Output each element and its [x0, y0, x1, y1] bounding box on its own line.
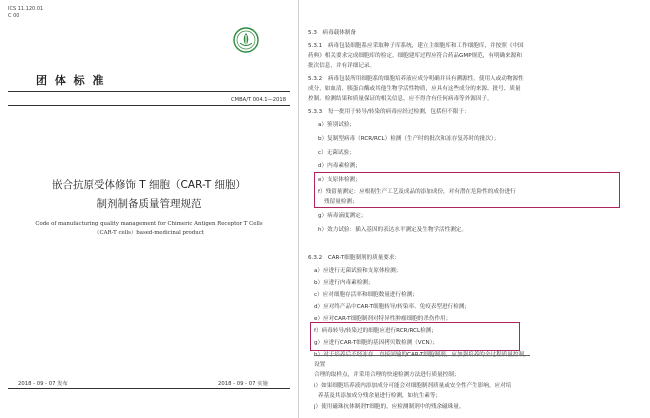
- left-standard-cover-page: [0, 0, 299, 418]
- text-line: 5.3.2 病毒包装所用细胞系的细胞培养液应成分明确并具有溯源性。使用人或动物源性: [308, 76, 524, 82]
- list-item: b）应进行内毒素检测；: [314, 280, 374, 286]
- publish-date: 2018 - 09 - 07 发布: [18, 381, 68, 387]
- text-line: 合理的取样点，并采用合理的快速检测方法进行质量控制；: [314, 372, 460, 378]
- list-item: c）无菌试验；: [318, 150, 355, 156]
- text-line: 批次信息，并有详细记录。: [308, 63, 376, 69]
- bottom-divider: [8, 388, 290, 389]
- struck-text: h）对于培养后不经冻存、直接回输的CAR-T细胞制剂，应加强培养的全过程质量控制，: [314, 352, 530, 358]
- title-zh-line2: 制剂制备质量管理规范: [96, 198, 202, 210]
- list-item: h）效力试验：插入基因的表达水平测定及生物学活性测定。: [318, 227, 467, 233]
- code-divider: [8, 105, 290, 106]
- highlight-box: [314, 172, 620, 208]
- list-item-highlighted: f）残留量测定：应根据生产工艺及成品的添加成份，对有潜在危险性的成份进行: [318, 189, 516, 195]
- implement-date: 2018 - 09 - 07 实施: [218, 381, 268, 387]
- ics-line: ICS 11.120.01: [8, 6, 44, 12]
- list-item: g）病毒滴度测定；: [318, 213, 367, 219]
- list-item-struck: [314, 351, 530, 359]
- standard-type-heading: 团 体 标 准: [36, 74, 106, 87]
- title-en-line1: Code of manufacturing quality management for Chimeric Antigen Receptor T Cells: [35, 221, 263, 227]
- text-line: 药典》相关要求完成细胞库的检定。细胞建库过程应符合药品GMP规范，有明确来源和: [308, 53, 522, 59]
- text-line: 养基及其添加成分残余量进行检测，如抗生素等；: [318, 393, 442, 399]
- list-item: d）应对终产品中CAR-T细胞转导/转染率、免疫表型进行检测；: [314, 304, 470, 310]
- top-divider: [8, 91, 290, 92]
- list-item: e）应对CAR-T细胞制剂对特异性肿瘤细胞的杀伤作用；: [314, 316, 452, 322]
- list-item: d）内毒素检测；: [318, 163, 361, 169]
- title-en-line2: （CAR-T cells）based-medicinal product: [94, 230, 204, 236]
- list-item: j）使用磁珠抗体制剂T细胞的，应检测制剂中的残余磁珠量。: [314, 404, 465, 410]
- list-item: a）鉴别试验；: [318, 122, 355, 128]
- list-item-highlighted: e）支原体检测；: [318, 177, 361, 183]
- list-item: c）应对细胞存活率和细胞数量进行检测；: [314, 292, 418, 298]
- standard-code: CMBA/T 004.1—2018: [230, 97, 286, 103]
- text-line: 5.3.3 每一批用于转导/转染的病毒应经过检测，包括但不限于：: [308, 109, 470, 115]
- list-item: i）如果细胞培养液内添加成分可能会对细胞制剂质量或安全性产生影响，应对培: [314, 383, 512, 389]
- strikethrough-line: [314, 355, 530, 356]
- list-item: b）复制型病毒（RCR/RCL）检测（生产时的批次和冻存复苏时的批次）；: [318, 136, 500, 142]
- standard-organization-seal-icon: [233, 27, 259, 53]
- title-zh-line1: 嵌合抗原受体修饰 T 细胞（CAR-T 细胞）: [51, 179, 247, 191]
- ics-classification: [8, 6, 43, 20]
- classification-code: C 00: [8, 13, 20, 19]
- highlight-box: [310, 322, 520, 351]
- text-line: 5.3.1 病毒包装细胞系应采取种子库系统，建立主细胞库和工作细胞库，并按照《中国: [308, 43, 524, 49]
- section-5-3-heading: 5.3 病毒载体制备: [308, 30, 357, 36]
- text-line: 成分，如血清、胰蛋白酶或其他生物学活性物质，应具有这些成分的来源、批号、质量: [308, 86, 521, 92]
- list-item-highlighted: f）病毒转导/转染过的细胞应进行RCR/RCL检测；: [314, 328, 437, 334]
- list-item-highlighted: 残留量检测；: [324, 199, 358, 205]
- right-standard-content-page: [300, 0, 650, 418]
- list-item: a）应进行无菌试验和支原体检测；: [314, 268, 402, 274]
- list-item-highlighted: g）应进行CAR-T细胞的基因拷贝数检测（VCN）；: [314, 340, 439, 346]
- section-6-3-2-heading: 6.3.2 CAR-T细胞制剂的质量要求：: [308, 255, 401, 261]
- text-line: 控制、检测结果和质量保证的相关信息，应不得含有任何病毒等外源因子。: [308, 96, 493, 102]
- text-line: 设置: [314, 362, 326, 368]
